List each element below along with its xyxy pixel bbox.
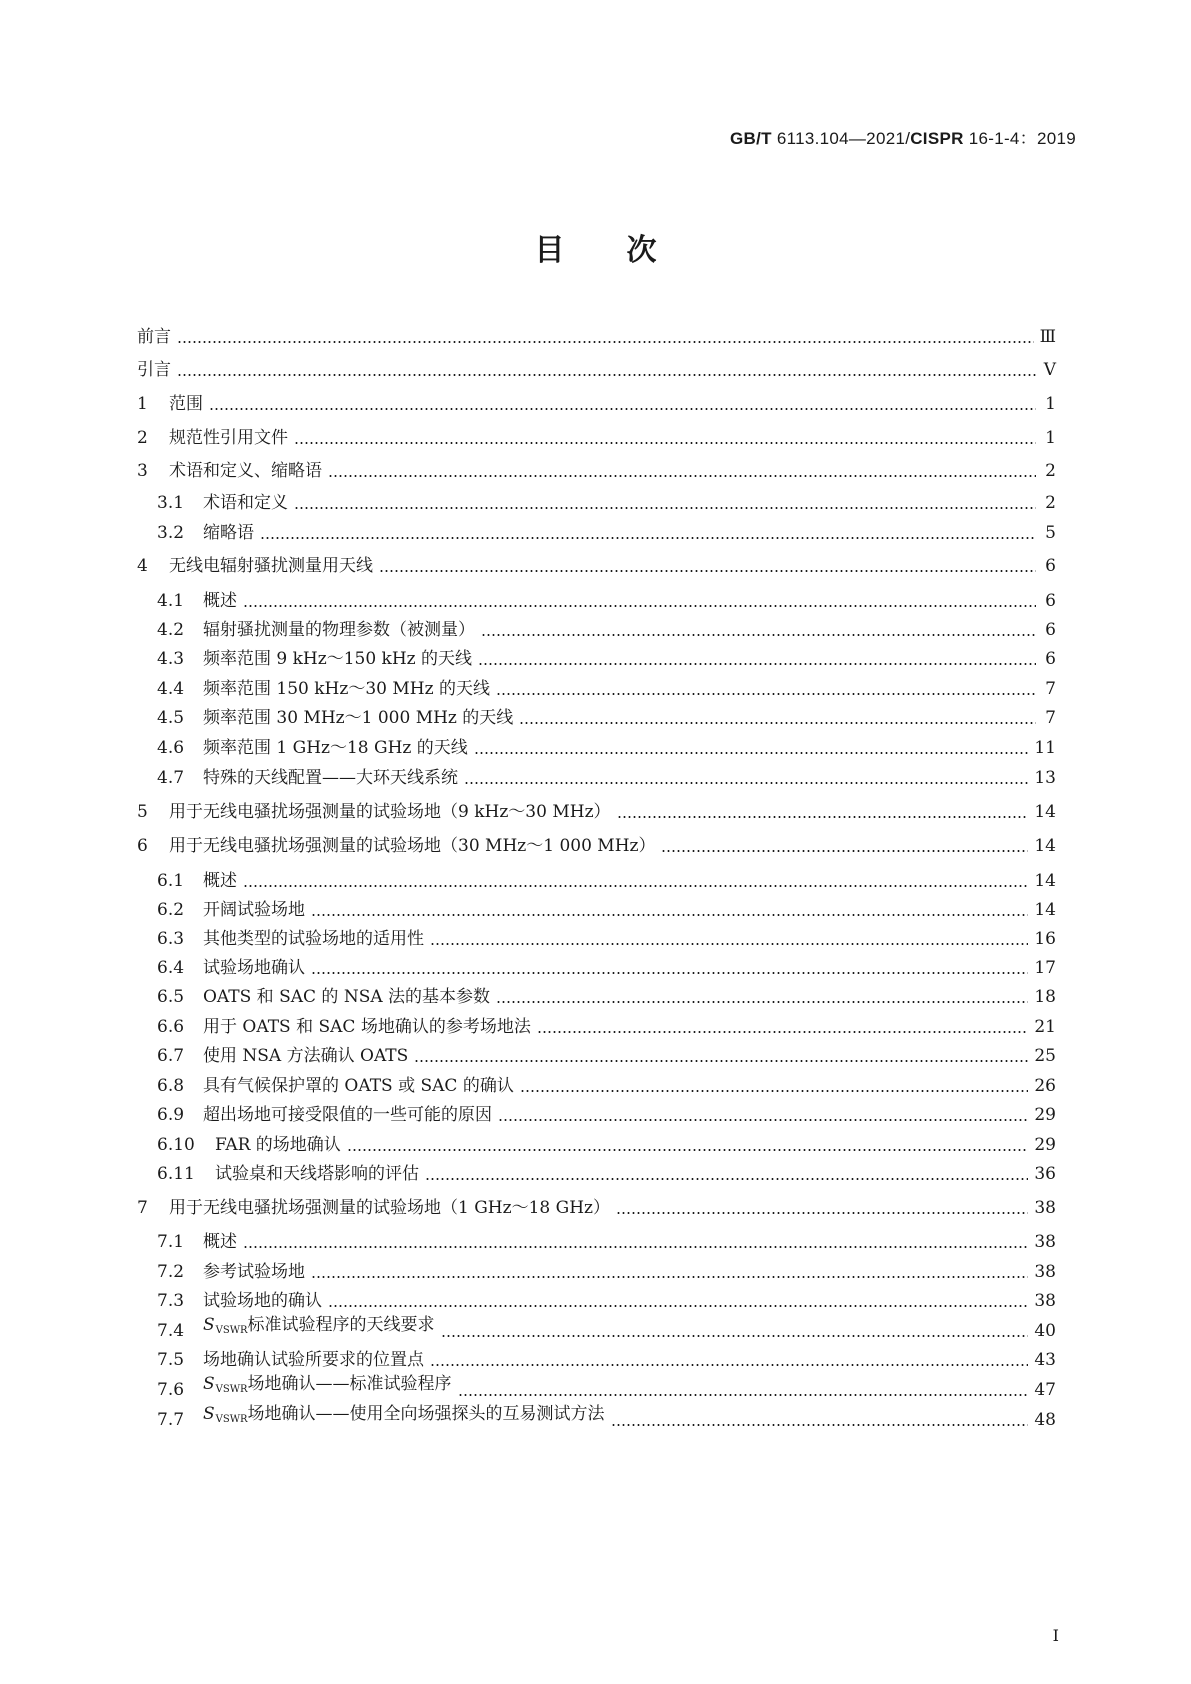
toc-entry-title: [203, 1230, 237, 1254]
toc-leader-dots: [347, 1149, 1029, 1151]
toc-entry-title-text: 频率范围 9 kHz～150 kHz 的天线: [203, 649, 473, 669]
toc-leader-dots: [617, 816, 1029, 818]
toc-entry-title: [203, 1348, 424, 1372]
toc-leader-dots: [177, 374, 1036, 376]
toc-entry-title-text: 引言: [137, 360, 171, 380]
toc-entry[interactable]: [157, 1133, 1056, 1157]
toc-entry-title-text: 开阔试验场地: [203, 900, 305, 920]
toc-entry-number: 7.4: [157, 1321, 185, 1341]
toc-entry-number: 6.1: [157, 871, 185, 891]
toc-entry[interactable]: [157, 898, 1056, 922]
toc-entry-page: 2: [1045, 493, 1056, 513]
toc-entry-number: 3.2: [157, 523, 185, 543]
standard-header: [730, 124, 1076, 149]
toc-entry[interactable]: [157, 677, 1056, 701]
toc-entry-title-text: 超出场地可接受限值的一些可能的原因: [203, 1105, 492, 1125]
toc-entry-page: 18: [1034, 987, 1056, 1007]
toc-entry-title-text: FAR 的场地确认: [215, 1135, 341, 1155]
toc-leader-dots: [294, 507, 1036, 509]
toc-entry-page: 11: [1034, 738, 1056, 758]
toc-entry-title: [203, 1313, 435, 1343]
toc-entry-subscript: VSWR: [215, 1414, 248, 1425]
toc-entry-title: [169, 554, 373, 578]
toc-entry-title: [203, 956, 305, 980]
toc-entry-title: [137, 358, 171, 382]
toc-entry[interactable]: [157, 589, 1056, 613]
toc-entry[interactable]: [137, 358, 1056, 382]
toc-entry-title-text: 场地确认试验所要求的位置点: [203, 1350, 424, 1370]
toc-entry[interactable]: [137, 325, 1056, 349]
toc-entry-title: [137, 325, 171, 349]
toc-leader-dots: [243, 1246, 1028, 1248]
toc-entry-page: 2: [1045, 461, 1056, 481]
toc-entry-page: 7: [1045, 679, 1056, 699]
toc-entry-title: [203, 1044, 408, 1068]
toc-entry-page: 14: [1034, 900, 1056, 920]
toc-entry[interactable]: [157, 491, 1056, 515]
toc-entry-number: 4.5: [157, 708, 185, 728]
toc-leader-dots: [311, 972, 1028, 974]
toc-entry-number: 7.3: [157, 1291, 185, 1311]
toc-entry-subscript: VSWR: [215, 1384, 248, 1395]
toc-entry-title-text: 用于 OATS 和 SAC 场地确认的参考场地法: [203, 1017, 531, 1037]
toc-entry-title: [169, 834, 655, 858]
toc-entry-title: [203, 706, 513, 730]
toc-entry-title-text: 用于无线电骚扰场强测量的试验场地（9 kHz～30 MHz）: [169, 802, 611, 822]
toc-entry-page: 1: [1045, 394, 1056, 414]
toc-entry-title: [203, 1074, 514, 1098]
toc-entry-title: [203, 521, 254, 545]
toc-entry-page: 6: [1045, 620, 1056, 640]
toc-entry[interactable]: [137, 834, 1056, 858]
toc-entry-page: 1: [1045, 428, 1056, 448]
toc-entry-number: 6.5: [157, 987, 185, 1007]
toc-entry-title-text: 标准试验程序的天线要求: [247, 1315, 435, 1335]
toc-entry-number: 7.5: [157, 1350, 185, 1370]
toc-leader-dots: [209, 408, 1036, 410]
toc-entry-title: [203, 1260, 305, 1284]
toc-entry-number: 6.2: [157, 900, 185, 920]
toc-entry-symbol: S: [203, 1315, 215, 1335]
toc-entry-title-text: 前言: [137, 327, 171, 347]
toc-entry-title: [169, 800, 611, 824]
standard-iso-prefix: CISPR: [910, 129, 964, 148]
toc-entry-title: [169, 1196, 610, 1220]
toc-entry-title-text: 缩略语: [203, 523, 254, 543]
toc-leader-dots: [496, 693, 1036, 695]
toc-entry-page: 14: [1034, 802, 1056, 822]
toc-entry[interactable]: [157, 1162, 1056, 1186]
toc-entry-number: 2: [137, 428, 148, 448]
standard-number: 6113.104—2021/: [776, 129, 911, 148]
toc-leader-dots: [474, 752, 1029, 754]
toc-leader-dots: [311, 914, 1028, 916]
toc-leader-dots: [294, 442, 1036, 444]
toc-entry-page: Ⅴ: [1043, 360, 1056, 380]
toc-entry[interactable]: [157, 1230, 1056, 1254]
toc-entry-page: Ⅲ: [1039, 327, 1056, 347]
toc-entry-title-text: 频率范围 150 kHz～30 MHz 的天线: [203, 679, 490, 699]
toc-leader-dots: [328, 1305, 1028, 1307]
toc-entry-page: 47: [1034, 1380, 1056, 1400]
toc-leader-dots: [430, 1364, 1028, 1366]
toc-entry-title-text: 其他类型的试验场地的适用性: [203, 929, 424, 949]
toc-leader-dots: [414, 1060, 1028, 1062]
toc-entry[interactable]: [157, 1044, 1056, 1068]
page-title: 目次: [534, 233, 719, 268]
toc-entry-number: 6.8: [157, 1076, 185, 1096]
toc-entry[interactable]: [137, 1196, 1056, 1220]
toc-entry-title-text: 概述: [203, 1232, 237, 1252]
toc-entry-page: 25: [1034, 1046, 1056, 1066]
toc-entry-number: 4.1: [157, 591, 185, 611]
toc-entry-page: 38: [1034, 1291, 1056, 1311]
toc-entry-title-text: 用于无线电骚扰场强测量的试验场地（1 GHz～18 GHz）: [169, 1198, 610, 1218]
toc-leader-dots: [481, 634, 1036, 636]
toc-leader-dots: [537, 1031, 1029, 1033]
toc-entry-page: 17: [1034, 958, 1056, 978]
toc-entry-title: [203, 736, 468, 760]
toc-entry-page: 43: [1034, 1350, 1056, 1370]
toc-entry[interactable]: [157, 706, 1056, 730]
toc-entry-title: [203, 766, 458, 790]
toc-entry[interactable]: [157, 1074, 1056, 1098]
toc-entry-number: 7: [137, 1198, 148, 1218]
toc-entry-title: [203, 927, 424, 951]
toc-entry-symbol: S: [203, 1404, 215, 1424]
toc-entry[interactable]: [157, 956, 1056, 980]
toc-entry-number: 4.2: [157, 620, 185, 640]
toc-entry-page: 13: [1034, 768, 1056, 788]
toc-entry[interactable]: [137, 392, 1056, 416]
toc-entry-page: 29: [1034, 1105, 1056, 1125]
toc-leader-dots: [243, 885, 1028, 887]
toc-entry-title: [203, 1289, 322, 1313]
toc-entry-title-text: 范围: [169, 394, 203, 414]
toc-entry[interactable]: [157, 985, 1056, 1009]
toc-entry-title-text: 频率范围 30 MHz～1 000 MHz 的天线: [203, 708, 514, 728]
toc-entry-title-text: 术语和定义: [203, 493, 288, 513]
toc-entry-title: [169, 392, 203, 416]
toc-entry-title: [169, 459, 322, 483]
toc-leader-dots: [243, 605, 1036, 607]
toc-entry-number: 5: [137, 802, 148, 822]
toc-entry[interactable]: [157, 521, 1056, 545]
toc-entry-title: [203, 491, 288, 515]
toc-entry-page: 48: [1034, 1410, 1056, 1430]
toc-entry-number: 7.7: [157, 1410, 185, 1430]
toc-entry-number: 4: [137, 556, 148, 576]
toc-entry-page: 29: [1034, 1135, 1056, 1155]
toc-entry-page: 38: [1034, 1232, 1056, 1252]
toc-entry[interactable]: [157, 736, 1056, 760]
toc-entry-title-text: OATS 和 SAC 的 NSA 法的基本参数: [203, 987, 491, 1007]
toc-leader-dots: [441, 1335, 1029, 1337]
toc-entry-number: 7.1: [157, 1232, 185, 1252]
toc-entry-number: 3.1: [157, 493, 185, 513]
toc-entry-subscript: VSWR: [215, 1325, 248, 1336]
toc-leader-dots: [458, 1394, 1029, 1396]
toc-entry-page: 6: [1045, 649, 1056, 669]
toc-leader-dots: [498, 1119, 1028, 1121]
toc-leader-dots: [464, 782, 1028, 784]
toc-entry-number: 7.6: [157, 1380, 185, 1400]
toc-entry-page: 7: [1045, 708, 1056, 728]
toc-entry-title-text: 用于无线电骚扰场强测量的试验场地（30 MHz～1 000 MHz）: [169, 836, 656, 856]
toc-entry-page: 38: [1034, 1198, 1056, 1218]
toc-entry-page: 5: [1045, 523, 1056, 543]
toc-entry-title-text: 无线电辐射骚扰测量用天线: [169, 556, 373, 576]
toc-entry-title-text: 具有气候保护罩的 OATS 或 SAC 的确认: [203, 1076, 514, 1096]
toc-entry-number: 6.11: [157, 1164, 195, 1184]
toc-entry-number: 6.4: [157, 958, 185, 978]
toc-leader-dots: [425, 1178, 1028, 1180]
toc-leader-dots: [311, 1276, 1028, 1278]
toc-entry-title-text: 概述: [203, 591, 237, 611]
toc-entry-page: 14: [1034, 836, 1056, 856]
toc-entry-page: 6: [1045, 556, 1056, 576]
toc-entry-number: 4.7: [157, 768, 185, 788]
toc-entry-number: 6.3: [157, 929, 185, 949]
toc-entry-number: 4.4: [157, 679, 185, 699]
toc-entry[interactable]: [157, 1374, 1056, 1402]
toc-leader-dots: [616, 1212, 1028, 1214]
toc-entry-title-text: 试验场地的确认: [203, 1291, 322, 1311]
toc-entry-page: 38: [1034, 1262, 1056, 1282]
toc-entry-title-text: 频率范围 1 GHz～18 GHz 的天线: [203, 738, 468, 758]
toc-entry[interactable]: [157, 927, 1056, 951]
toc-entry-number: 6.10: [157, 1135, 195, 1155]
toc-entry[interactable]: [137, 554, 1056, 578]
toc-entry-page: 26: [1034, 1076, 1056, 1096]
toc-entry-title-text: 使用 NSA 方法确认 OATS: [203, 1046, 409, 1066]
toc-entry-title-text: 辐射骚扰测量的物理参数（被测量）: [203, 620, 475, 640]
toc-entry-page: 6: [1045, 591, 1056, 611]
toc-entry[interactable]: [157, 647, 1056, 671]
toc-entry-title: [203, 589, 237, 613]
toc-entry-title: [203, 1015, 531, 1039]
toc-entry-title: [203, 677, 490, 701]
toc-entry[interactable]: [157, 1289, 1056, 1313]
toc-entry-symbol: S: [203, 1374, 215, 1394]
toc-entry-title: [203, 869, 237, 893]
toc-entry-title: [203, 618, 475, 642]
page-number: I: [1052, 1626, 1059, 1645]
toc-entry-number: 4.6: [157, 738, 185, 758]
toc-entry-page: 40: [1034, 1321, 1056, 1341]
toc-leader-dots: [328, 475, 1036, 477]
toc-entry-number: 3: [137, 461, 148, 481]
toc-entry-number: 6.6: [157, 1017, 185, 1037]
toc-entry-page: 21: [1034, 1017, 1056, 1037]
toc-entry-title: [169, 426, 288, 450]
toc-entry-title-text: 规范性引用文件: [169, 428, 288, 448]
toc-leader-dots: [611, 1424, 1029, 1426]
toc-entry-number: 1: [137, 394, 148, 414]
toc-entry-page: 36: [1034, 1164, 1056, 1184]
toc-leader-dots: [478, 663, 1036, 665]
toc-leader-dots: [260, 537, 1036, 539]
toc-entry-number: 7.2: [157, 1262, 185, 1282]
toc-entry-page: 14: [1034, 871, 1056, 891]
toc-entry[interactable]: [157, 1260, 1056, 1284]
toc-entry[interactable]: [157, 1015, 1056, 1039]
toc-entry-title: [215, 1133, 341, 1157]
toc-entry[interactable]: [157, 1103, 1056, 1127]
toc-leader-dots: [520, 1090, 1029, 1092]
toc-entry-title-text: 场地确认——标准试验程序: [247, 1374, 452, 1394]
toc-entry-title-text: 试验场地确认: [203, 958, 305, 978]
standard-prefix: GB/T: [730, 129, 772, 148]
toc-entry[interactable]: [157, 1315, 1056, 1343]
toc-entry-title-text: 试验桌和天线塔影响的评估: [215, 1164, 419, 1184]
toc-entry-title: [215, 1162, 419, 1186]
toc-leader-dots: [661, 850, 1028, 852]
toc-entry-number: 6.7: [157, 1046, 185, 1066]
toc-entry-title: [203, 1103, 492, 1127]
toc-leader-dots: [496, 1001, 1028, 1003]
toc-entry-title: [203, 647, 472, 671]
toc-leader-dots: [379, 570, 1036, 572]
toc-entry[interactable]: [157, 869, 1056, 893]
toc-entry-title-text: 场地确认——使用全向场强探头的互易测试方法: [247, 1404, 605, 1424]
toc-entry-number: 6.9: [157, 1105, 185, 1125]
toc-entry-title: [203, 1402, 605, 1432]
toc-entry-title: [203, 985, 490, 1009]
toc-entry[interactable]: [157, 1348, 1056, 1372]
toc-entry-page: 16: [1034, 929, 1056, 949]
toc-entry[interactable]: [157, 1404, 1056, 1432]
toc-entry[interactable]: [157, 618, 1056, 642]
toc-entry[interactable]: [137, 459, 1056, 483]
toc-leader-dots: [430, 943, 1028, 945]
toc-entry-title-text: 特殊的天线配置——大环天线系统: [203, 768, 458, 788]
toc-entry[interactable]: [137, 426, 1056, 450]
toc-entry-number: 6: [137, 836, 148, 856]
toc-entry[interactable]: [157, 766, 1056, 790]
toc-entry-title-text: 概述: [203, 871, 237, 891]
toc-entry-title: [203, 898, 305, 922]
toc-leader-dots: [519, 722, 1036, 724]
toc-entry[interactable]: [137, 800, 1056, 824]
toc-entry-title: [203, 1372, 452, 1402]
toc-leader-dots: [177, 341, 1034, 343]
toc-entry-title-text: 术语和定义、缩略语: [169, 461, 322, 481]
standard-iso-number: 16-1-4：2019: [968, 129, 1076, 148]
toc-entry-title-text: 参考试验场地: [203, 1262, 305, 1282]
toc-entry-number: 4.3: [157, 649, 185, 669]
